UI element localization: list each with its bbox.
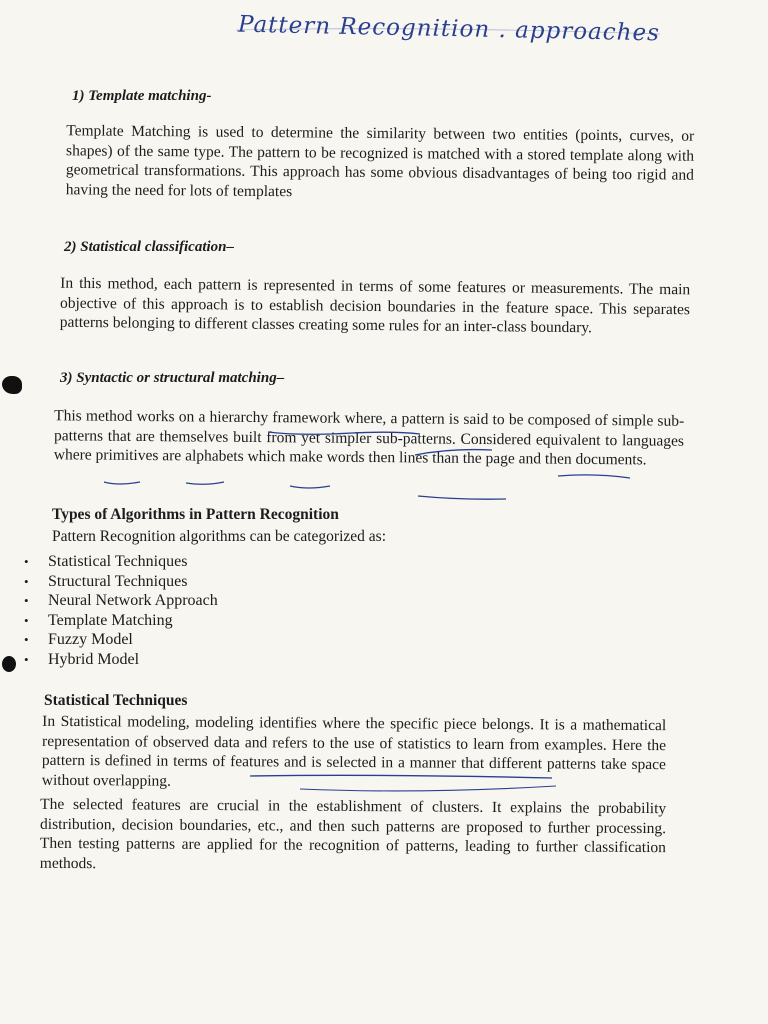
bullet-icon: • <box>24 573 29 589</box>
list-item: • Template Matching <box>24 611 173 629</box>
section-heading-syntactic-matching: 3) Syntactic or structural matching– <box>60 370 285 386</box>
bullet-icon: • <box>24 612 29 628</box>
underline-hierarchy-framework <box>268 432 420 434</box>
underline-curve <box>415 450 492 455</box>
bullet-icon: • <box>24 632 29 648</box>
bullet-icon: • <box>24 651 29 667</box>
punch-hole-mark <box>2 656 16 672</box>
bullet-icon: • <box>24 593 29 609</box>
underline-overlapping <box>300 786 556 791</box>
underline-pattern-defined <box>250 775 552 778</box>
statistical-techniques-para1: In Statistical modeling, modeling identifies where the specific piece belongs. It is a mathematical representation of observed data and refers to the use of statistics to learn from examples. Here the pattern is defined in terms of features and is selected in a manner that different patterns take space without overlapping. <box>41 712 667 790</box>
title-baseline <box>236 29 660 34</box>
underline-words <box>104 482 140 484</box>
section-heading-statistical-classification: 2) Statistical classification– <box>64 239 235 255</box>
types-intro: Pattern Recognition algorithms can be categorized as: <box>52 528 386 545</box>
list-item: • Fuzzy Model <box>24 631 133 649</box>
underline-lines <box>186 482 224 484</box>
statistical-techniques-heading: Statistical Techniques <box>44 692 188 709</box>
list-item: • Neural Network Approach <box>24 592 218 610</box>
title-text: Pattern Recognition . approaches <box>237 11 661 47</box>
section-body-template-matching: Template Matching is used to determine the similarity between two entities (points, curves, or shapes) of the same type. The pattern to be recognized is matched with a stored template along with geometrical transformations. This approach has some obvious disadvantages of being too rigid and having the need for lots of templates <box>65 122 695 200</box>
list-item: • Hybrid Model <box>24 650 140 668</box>
list-item: • Statistical Techniques <box>24 553 188 570</box>
section-body-statistical-classification: In this method, each pattern is represented in terms of some features or measurements. The main objective of this approach is to establish decision boundaries in the feature space. This separates patterns belonging to different classes creating some rules for an inter-class boundary. <box>59 274 691 337</box>
statistical-techniques-para2: The selected features are crucial in the establishment of clusters. It explains the probability distribution, decision boundaries, etc., and then such patterns are proposed to further processing. Then testing patterns are applied for the recognition of patterns, leading to further classification methods. <box>39 795 667 872</box>
underline-alphabets <box>558 475 630 478</box>
underline-documents <box>418 496 506 499</box>
underline-page <box>290 486 330 488</box>
bullet-icon: • <box>24 554 29 569</box>
section-body-syntactic-matching: This method works on a hierarchy framework where, a pattern is said to be composed of simple sub-patterns that are themselves built from yet simpler sub-patterns. Considered equivalent to languages where primitives are alphabets which make words then lines than the page and then documents. <box>53 407 685 469</box>
punch-hole-mark <box>2 376 22 394</box>
list-item: • Structural Techniques <box>24 572 188 590</box>
section-heading-template-matching: 1) Template matching- <box>72 88 212 104</box>
types-heading: Types of Algorithms in Pattern Recognition <box>52 506 339 523</box>
